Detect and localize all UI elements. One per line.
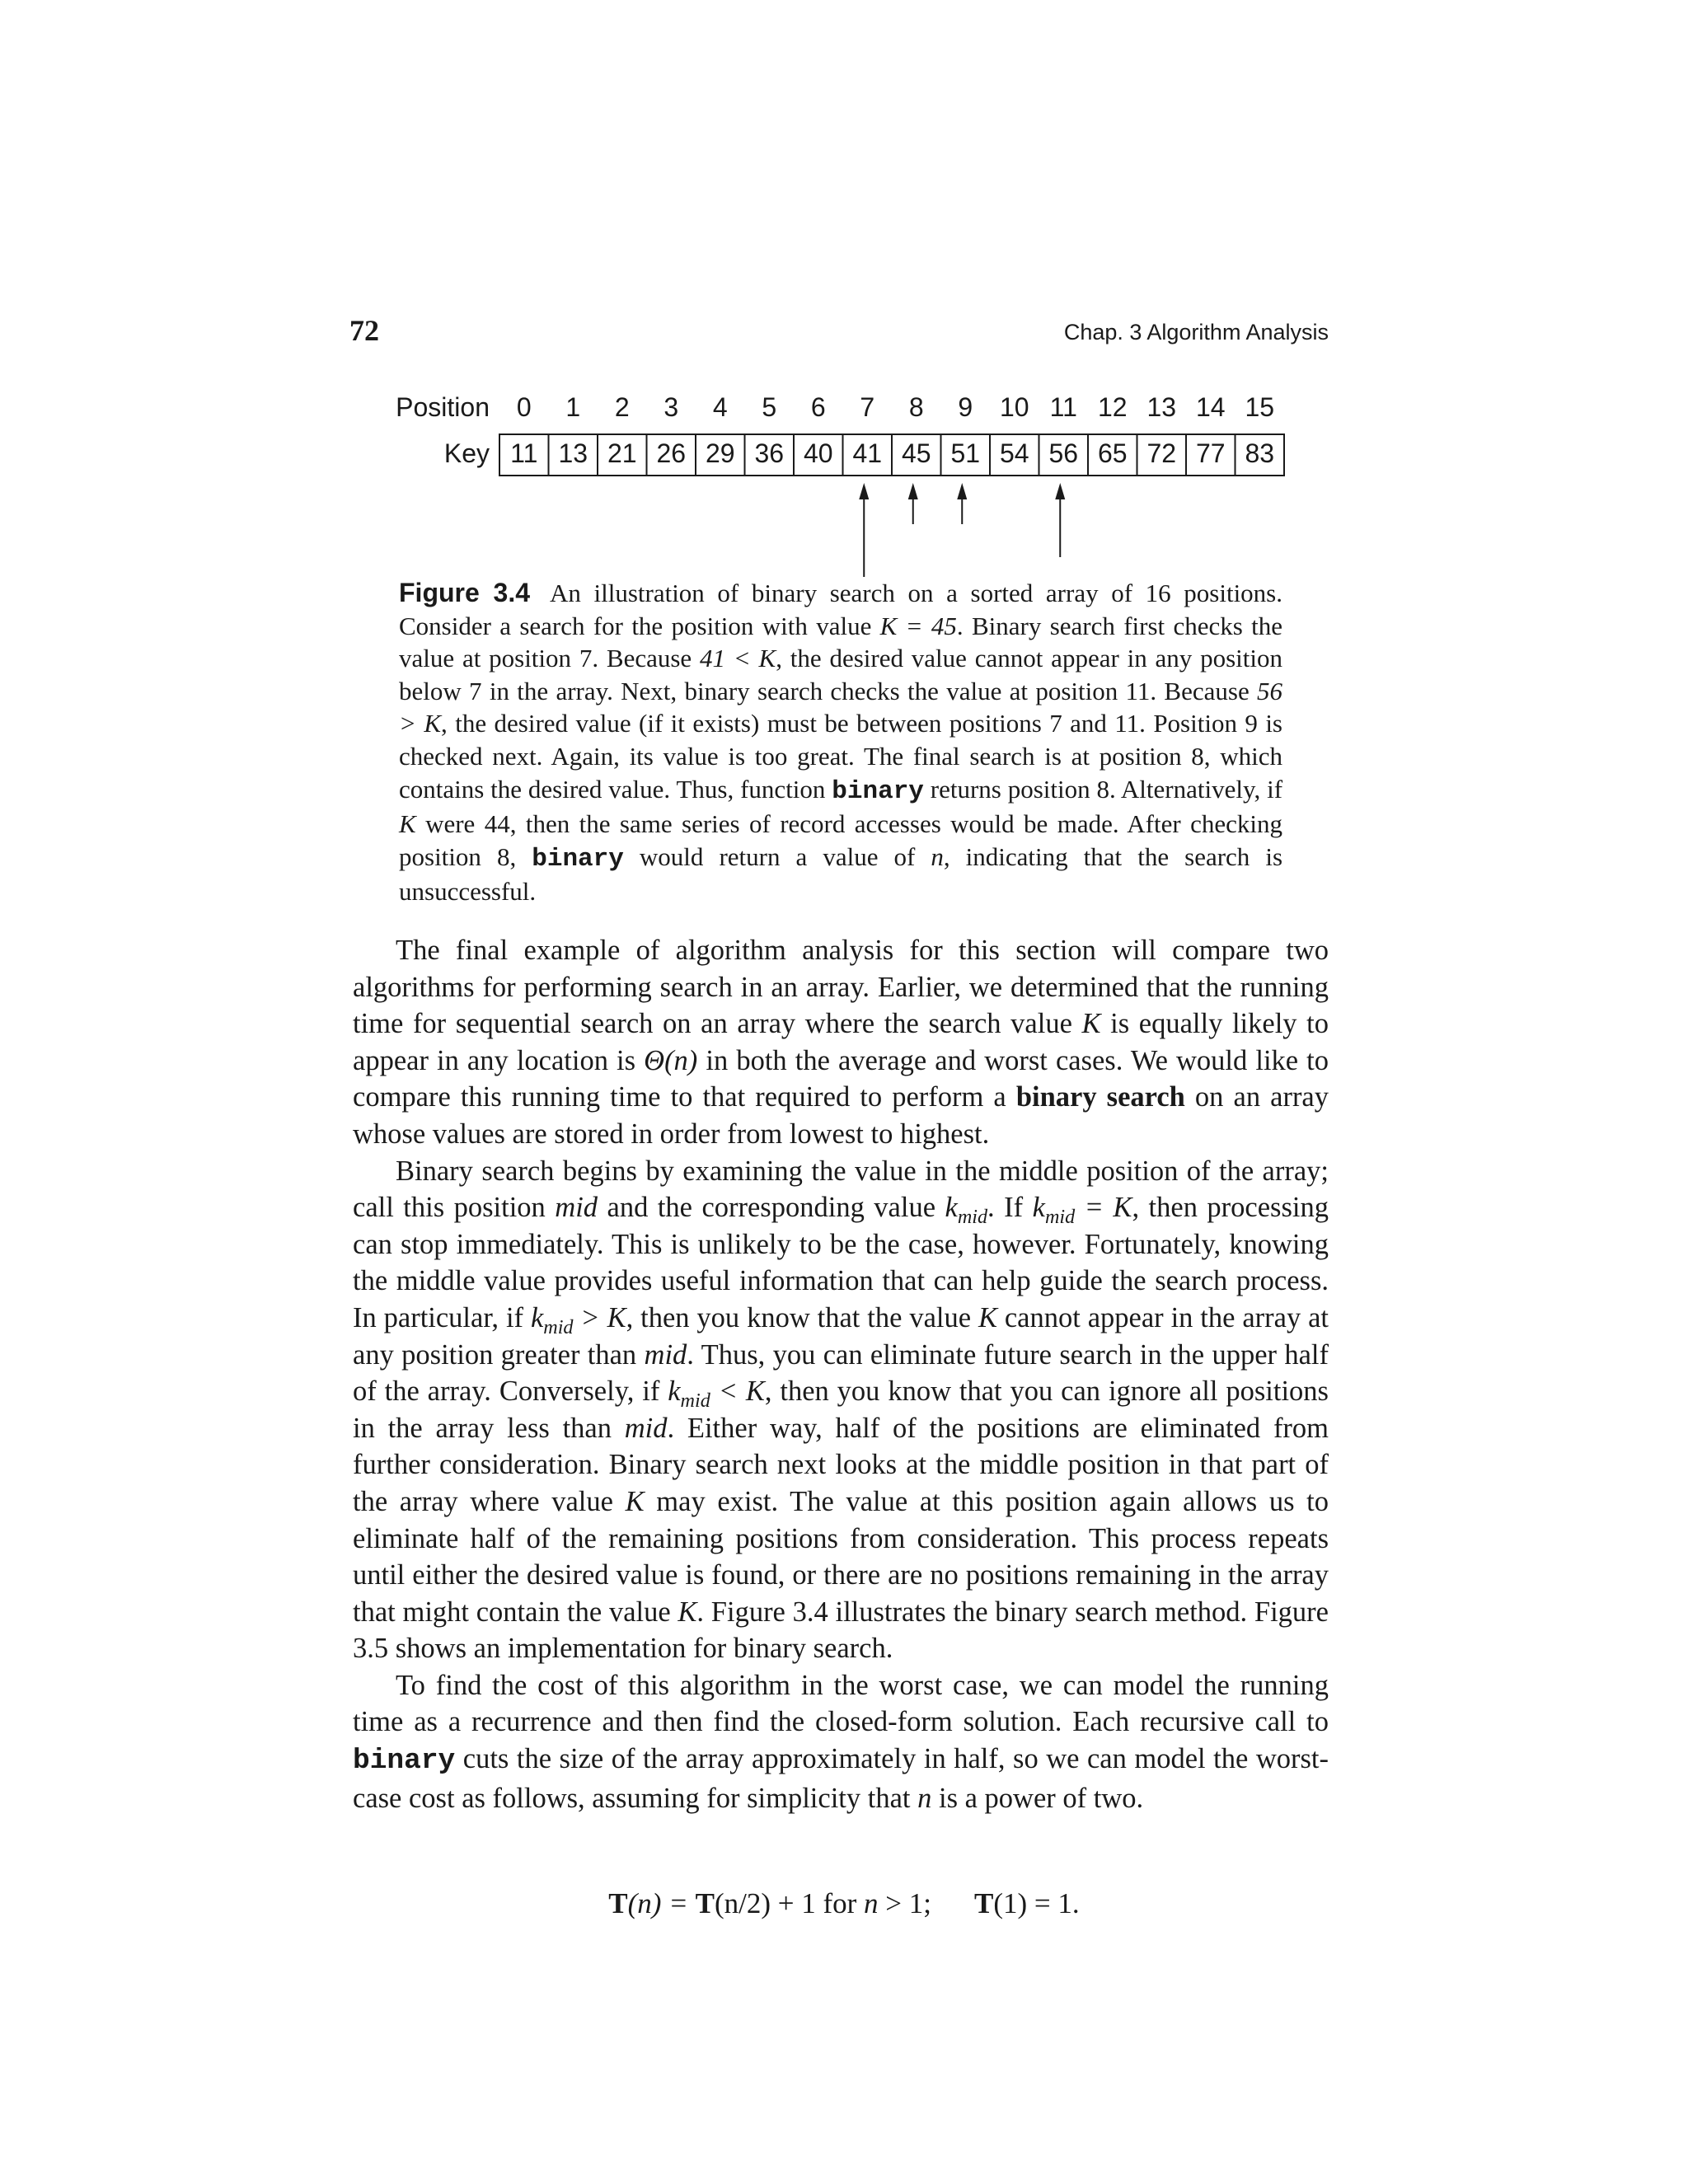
- position-label: 7: [860, 392, 875, 422]
- bold-term: binary search: [1015, 1081, 1185, 1113]
- eq-text: n: [864, 1887, 879, 1919]
- position-label: 3: [663, 392, 679, 422]
- eq-bold-T: T: [974, 1887, 994, 1919]
- position-label: 9: [958, 392, 973, 422]
- position-label: 15: [1245, 392, 1275, 422]
- figure-caption: [399, 577, 1282, 908]
- body-text: [353, 932, 1329, 1816]
- paragraph-2: [353, 1153, 1329, 1667]
- text: , then processing can stop immediately. This is unlikely to be the case, however. Fortunately, knowing the middle value provides useful information that can help guide the search process. In particular, if: [353, 1192, 1329, 1333]
- caption-math: K = 45: [879, 611, 957, 640]
- text: is a power of two.: [931, 1782, 1144, 1814]
- key-value: 65: [1097, 438, 1128, 468]
- caption-text: returns position 8. Alternatively, if: [923, 774, 1283, 804]
- key-value: 54: [999, 438, 1029, 468]
- math: < K: [710, 1376, 765, 1408]
- code: binary: [353, 1745, 456, 1778]
- eq-bold-T: T: [608, 1887, 628, 1919]
- text: on an array whose values are stored in order from lowest to highest.: [353, 1081, 1329, 1150]
- math: mid: [624, 1412, 668, 1444]
- probe-arrow: [908, 483, 918, 524]
- eq-text: > 1;: [878, 1887, 932, 1919]
- key-value: 41: [852, 438, 883, 468]
- math: K: [625, 1485, 645, 1517]
- caption-code: binary: [532, 844, 624, 874]
- text: , then you know that you can ignore all positions in the array less than: [353, 1376, 1329, 1444]
- position-label: 6: [810, 392, 826, 422]
- text: , then you know that the value: [626, 1301, 978, 1333]
- position-label: 11: [1049, 392, 1077, 422]
- math: k: [1032, 1192, 1045, 1224]
- math: mid: [644, 1338, 687, 1371]
- math: Θ(n): [644, 1044, 698, 1076]
- caption-text: . Binary search first checks the value at position 7. Because: [399, 611, 1282, 673]
- text: To find the cost of this algorithm in the worst case, we can model the running time as a recurrence and then find the closed-form solution. Each recursive call to: [353, 1669, 1329, 1738]
- caption-code: binary: [832, 776, 924, 806]
- probe-arrow: [1055, 483, 1065, 557]
- math: k: [530, 1301, 544, 1333]
- eq-text: (1) = 1.: [993, 1887, 1080, 1919]
- page-number: 72: [349, 314, 379, 347]
- position-label: 13: [1146, 392, 1177, 422]
- caption-text: , the desired value cannot appear in any position below 7 in the array. Next, binary search checks the value at position 11. Because: [399, 644, 1282, 705]
- eq-text: (n) =: [627, 1887, 696, 1919]
- eq-bold-T: T: [695, 1887, 715, 1919]
- probe-arrow: [957, 483, 967, 524]
- recurrence-equation: [0, 1887, 1688, 1920]
- math: k: [945, 1192, 958, 1224]
- key-value: 56: [1048, 438, 1079, 468]
- running-head: Chap. 3 Algorithm Analysis: [1063, 320, 1329, 344]
- math: k: [668, 1376, 681, 1408]
- key-value: 26: [656, 438, 687, 468]
- key-value: 11: [510, 438, 538, 468]
- caption-text: An illustration of binary search on a sorted array of 16 positions. Consider a search for the position with value: [399, 579, 1283, 640]
- text: may exist. The value at this position again allows us to eliminate half of the remaining positions from consideration. This process repeats until either the desired value is found, or there are no positions remaining in the array that might contain the value: [353, 1485, 1329, 1628]
- text: in both the average and worst cases. We would like to compare this running time to that required to perform a: [353, 1044, 1329, 1113]
- math-subscript: mid: [680, 1390, 710, 1413]
- key-value: 51: [950, 438, 981, 468]
- text: The final example of algorithm analysis for this section will compare two algorithms for performing search in an array. Earlier, we determined that the running time for sequential search on an array where the search value: [353, 935, 1329, 1040]
- position-label: 4: [712, 392, 728, 422]
- math-subscript: mid: [957, 1206, 988, 1229]
- caption-text: were 44, then the same series of record accesses would be made. After checking position 8,: [399, 809, 1282, 871]
- paragraph-3: [353, 1667, 1329, 1816]
- text: . Either way, half of the positions are eliminated from further consideration. Binary search next looks at the middle position in that part of the array where value: [353, 1412, 1329, 1517]
- caption-text: , the desired value (if it exists) must be between positions 7 and 11. Position 9 is checked next. Again, its value is too great. The final search is at position 8, which contains the desired value. Thus, function: [399, 709, 1282, 804]
- text: Binary search begins by examining the value in the middle position of the array; call this position: [353, 1155, 1329, 1224]
- key-cells: [499, 434, 1284, 476]
- caption-label: Figure 3.4: [399, 578, 531, 607]
- key-value: 36: [754, 438, 785, 468]
- eq-text: (n/2) + 1 for: [714, 1887, 865, 1919]
- caption-math: K: [399, 809, 416, 839]
- caption-math: n: [931, 841, 944, 871]
- key-value: 72: [1146, 438, 1177, 468]
- position-label: 1: [565, 392, 581, 422]
- position-label: 12: [1097, 392, 1128, 422]
- caption-math: 56 > K: [399, 676, 1282, 738]
- math: = K: [1075, 1192, 1132, 1224]
- text: is equally likely to appear in any location is: [353, 1008, 1329, 1076]
- paragraph-1: [353, 932, 1329, 1153]
- position-label: 8: [908, 392, 924, 422]
- caption-math: 41 < K: [700, 644, 776, 673]
- text: . Figure 3.4 illustrates the binary search method. Figure 3.5 shows an implementation for binary search.: [353, 1596, 1329, 1665]
- key-value: 13: [558, 438, 588, 468]
- math: n: [917, 1782, 932, 1814]
- probe-arrow: [859, 483, 869, 577]
- key-value: 40: [803, 438, 833, 468]
- position-label: 0: [516, 392, 532, 422]
- position-labels: [517, 392, 1274, 422]
- math: mid: [555, 1192, 598, 1224]
- binary-search-array-diagram: [0, 0, 1688, 577]
- position-label: 10: [999, 392, 1029, 422]
- key-value: 21: [607, 438, 637, 468]
- key-row-label: Key: [443, 438, 490, 468]
- text: cannot appear in the array at any position greater than: [353, 1301, 1329, 1371]
- caption-text: would return a value of: [623, 841, 931, 871]
- math: K: [1081, 1008, 1101, 1040]
- figure-3-4: [0, 0, 1688, 577]
- key-value: 45: [901, 438, 931, 468]
- math: K: [678, 1596, 697, 1628]
- text: and the corresponding value: [598, 1192, 945, 1224]
- text: . Thus, you can eliminate future search in the upper half of the array. Conversely, if: [353, 1338, 1329, 1408]
- probe-arrows: [859, 483, 1065, 577]
- position-label: 14: [1195, 392, 1226, 422]
- text: . If: [987, 1192, 1033, 1224]
- position-label: 5: [762, 392, 777, 422]
- position-row-label: Position: [396, 392, 490, 422]
- math: K: [978, 1301, 997, 1333]
- math-subscript: mid: [1044, 1206, 1076, 1229]
- key-value: 83: [1245, 438, 1275, 468]
- key-value: 29: [705, 438, 735, 468]
- position-label: 2: [614, 392, 630, 422]
- text: cuts the size of the array approximately in half, so we can model the worst-case cost as follows, assuming for simplicity that: [353, 1743, 1329, 1814]
- key-value: 77: [1195, 438, 1226, 468]
- caption-text: , indicating that the search is unsuccessful.: [399, 841, 1283, 907]
- math-subscript: mid: [543, 1315, 574, 1338]
- math: > K: [573, 1301, 626, 1333]
